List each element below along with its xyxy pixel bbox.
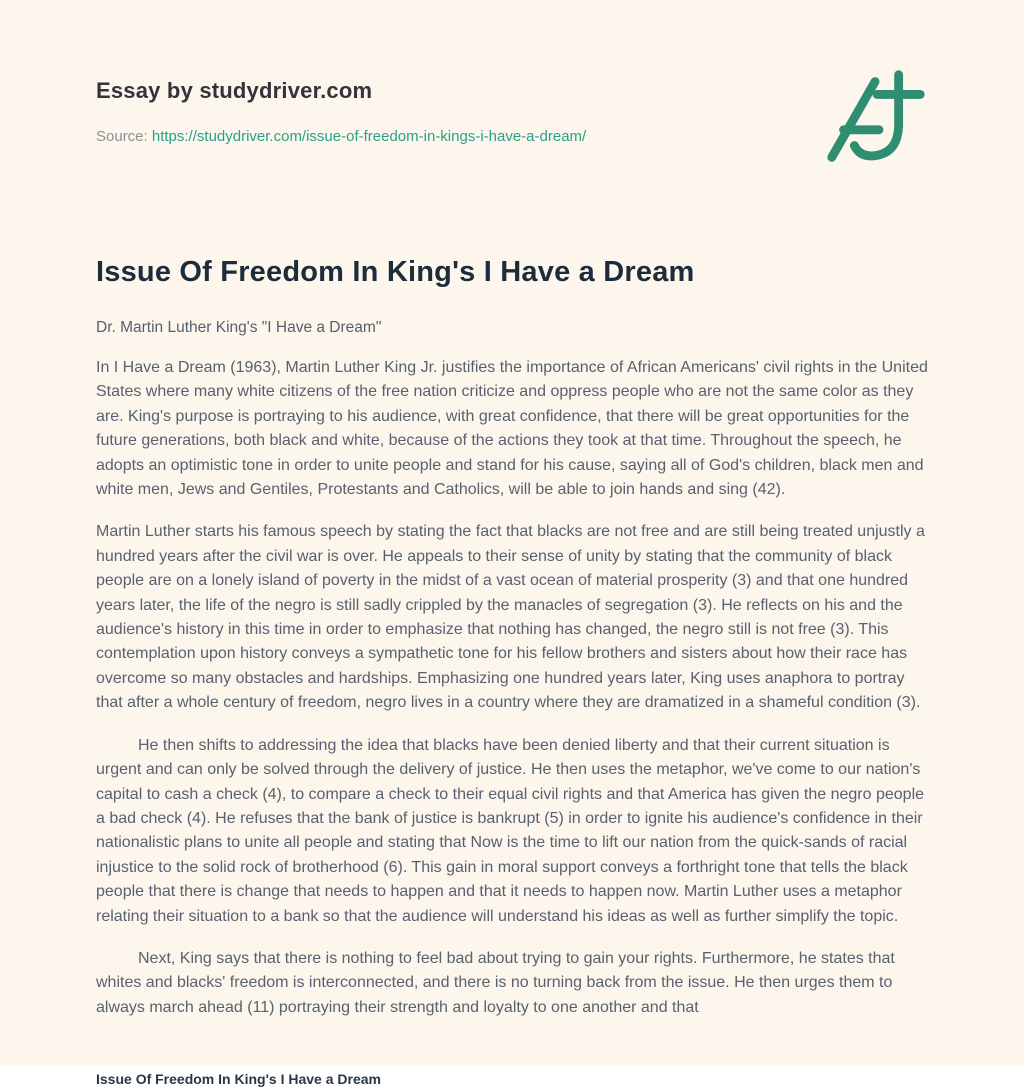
article-subtitle: Dr. Martin Luther King's "I Have a Dream": [96, 319, 382, 336]
studydriver-logo-icon: [818, 68, 936, 168]
essay-paragraph-3: He then shifts to addressing the idea that blacks have been denied liberty and that their current situation is urgent and can only be solved through the delivery of justice. He then uses the metaphor, we've come to our nation's capital to cash a check (4), to compare a check to their equal civil rights and that America has given the negro people a bad check (4). He refuses that the bank of justice is bankrupt (5) in order to ignite his audience's confidence in their nationalistic plans to unite all people and stating that Now is the time to lift our nation from the quick-sands of racial injustice to the solid rock of brotherhood (6). This gain in moral support conveys a forthright tone that tells the black people that there is change that needs to happen and that it needs to happen now. Martin Luther uses a metaphor relating their situation to a bank so that the audience will understand his ideas as well as further simplify the topic.: [96, 736, 925, 925]
page-break-footer: [0, 1066, 1024, 1090]
essay-paragraph-1: In I Have a Dream (1963), Martin Luther King Jr. justifies the importance of African Americans' civil rights in the United States where many white citizens of the free nation criticize and oppress people who are not the same color as they are. King's purpose is portraying to his audience, with great confidence, that there will be great opportunities for the future generations, both black and white, because of the actions they took at that time. Throughout the speech, he adopts an optimistic tone in order to unite people and stand for his cause, saying all of God's children, black men and white men, Jews and Gentiles, Protestants and Catholics, will be able to join hands and sing (42).: [96, 359, 928, 499]
article-title: Issue Of Freedom In King's I Have a Dream: [96, 256, 695, 288]
source-line: [96, 128, 794, 145]
essay-body: [96, 356, 928, 1038]
source-label: Source:: [96, 128, 152, 145]
essay-paragraph-4: Next, King says that there is nothing to feel bad about trying to gain your rights. Furthermore, he states that whites and blacks' freedom is interconnected, and there is no turning back from the issue. He then urges them to always march ahead (11) portraying their strength and loyalty to one another and that: [96, 949, 895, 1016]
source-url-link[interactable]: https://studydriver.com/issue-of-freedom-in-kings-i-have-a-dream/: [151, 128, 587, 145]
essay-by-heading: Essay by studydriver.com: [96, 78, 373, 103]
page-header: [96, 78, 794, 145]
essay-paragraph-2: Martin Luther starts his famous speech by stating the fact that blacks are not free and are still being treated unjustly a hundred years after the civil war is over. He appeals to their sense of unity by stating that the community of black people are on a lonely island of poverty in the midst of a vast ocean of material prosperity (3) and that one hundred years later, the life of the negro is still sadly crippled by the manacles of segregation (3). He reflects on his and the audience's history in this time in order to emphasize that nothing has changed, the negro still is not free (3). This contemplation upon history conveys a sympathetic tone for his fellow brothers and sisters about how their race has overcome so many obstacles and hardships. Emphasizing one hundred years later, King uses anaphora to portray that after a whole century of freedom, negro lives in a country where they are dramatized in a shameful condition (3).: [96, 523, 925, 712]
footer-title: Issue Of Freedom In King's I Have a Dream: [96, 1071, 381, 1087]
